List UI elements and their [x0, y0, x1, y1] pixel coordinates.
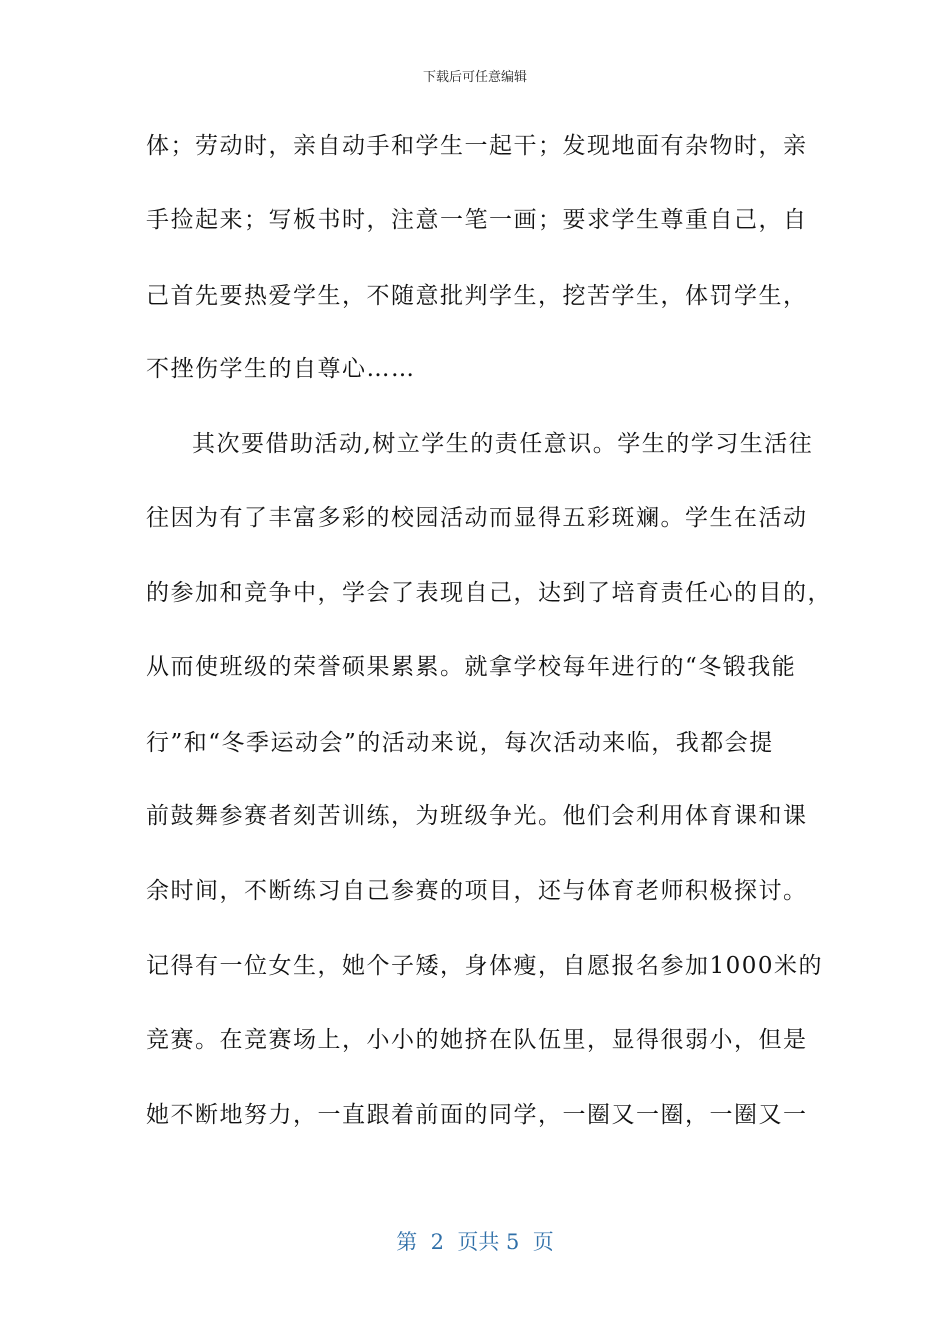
text-line: 体；劳动时，亲自动手和学生一起干；发现地面有杂物时，亲 [146, 133, 808, 159]
text-line: 手捡起来；写板书时，注意一笔一画；要求学生尊重自己，自 [146, 207, 808, 233]
text-line: 竞赛。在竞赛场上，小小的她挤在队伍里，显得很弱小，但是 [146, 1027, 808, 1053]
text-line: 记得有一位女生，她个子矮，身体瘦，自愿报名参加1000米的 [146, 953, 824, 979]
page-header: 下载后可任意编辑 [422, 70, 527, 85]
text-line: 行”和“冬季运动会”的活动来说，每次活动来临，我都会提 [146, 730, 774, 756]
text-line: 的参加和竞争中，学会了表现自己，达到了培育责任心的目的， [146, 580, 832, 606]
page-number-footer: 第 2 页共 5 页 [396, 1230, 554, 1254]
text-line: 从而使班级的荣誉硕果累累。就拿学校每年进行的“冬锻我能 [146, 654, 797, 680]
text-line: 余时间，不断练习自己参赛的项目，还与体育老师积极探讨。 [146, 878, 808, 904]
text-line: 往因为有了丰富多彩的校园活动而显得五彩斑斓。学生在活动 [146, 505, 808, 531]
text-line: 不挫伤学生的自尊心…… [146, 356, 416, 382]
text-line: 前鼓舞参赛者刻苦训练，为班级争光。他们会利用体育课和课 [146, 803, 808, 829]
text-line: 己首先要热爱学生，不随意批判学生，挖苦学生，体罚学生， [146, 283, 808, 309]
text-line: 她不断地努力，一直跟着前面的同学，一圈又一圈，一圈又一 [146, 1102, 808, 1128]
paragraph-first-line: 其次要借助活动,树立学生的责任意识。学生的学习生活往 [192, 431, 814, 457]
